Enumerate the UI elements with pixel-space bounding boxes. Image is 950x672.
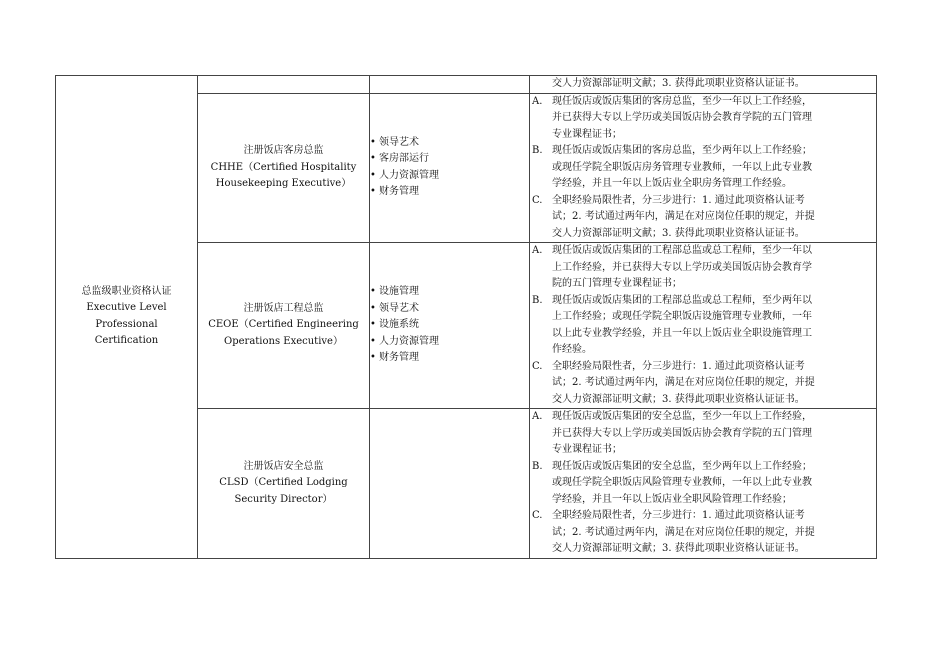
cert-title-zh: 注册饭店工程总监 (243, 302, 324, 314)
bullet-icon: • (370, 352, 376, 364)
cert-title-cell (198, 243, 370, 409)
empty-cell (370, 76, 530, 94)
cert-title-en: CEOE（Certified Engineering (208, 319, 359, 331)
courses-cell (370, 243, 530, 409)
course-list (370, 284, 529, 367)
requirement-marker: B. (532, 460, 543, 472)
list-item: • 财务管理 (370, 184, 529, 201)
cert-title-zh: 注册饭店客房总监 (243, 145, 324, 156)
requirement-marker: C. (532, 360, 543, 372)
requirement-item: A. 现任饭店或饭店集团的工程部总监或总工程师，至少一年以 上工作经验，并已获得大专以上学历或美国饭店协会教育学 院的五门管理专业课程证书； (532, 245, 812, 289)
requirement-item: C. 全职经验局限性者，分三步进行：1. 通过此项资格认证考 试；2. 考试通过两年内，满足在对应岗位任职的规定，并提 交人力资源部证明文献；3. 获得此项职业资格认证证书。 (532, 194, 815, 239)
bullet-icon: • (370, 153, 376, 165)
empty-cell (198, 76, 370, 94)
bullet-icon: • (370, 286, 376, 298)
certification-table (55, 75, 877, 559)
bullet-icon: • (370, 136, 376, 148)
requirement-marker: A. (532, 95, 543, 107)
requirements-cell (530, 93, 877, 243)
requirements-cell (530, 409, 877, 559)
cert-title-en: Operations Executive） (224, 335, 343, 347)
level-title-zh: 总监级职业资格认证 (81, 285, 172, 297)
requirement-marker: A. (532, 411, 543, 422)
requirement-item: B. 现任饭店或饭店集团的安全总监，至少两年以上工作经验； 或现任学院全职饭店风险管理专业教师，一年以上此专业教 学经验，并且一年以上饭店业全职风险管理工作经验； (532, 460, 812, 505)
requirement-item: C. 全职经验局限性者，分三步进行：1. 通过此项资格认证考 试；2. 考试通过两年内，满足在对应岗位任职的规定，并提 交人力资源部证明文献；3. 获得此项职业资格认证证书。 (532, 510, 815, 554)
cert-title-cell (198, 93, 370, 243)
bullet-icon: • (370, 319, 376, 331)
requirement-continued-line: 交人力资源部证明文献；3. 获得此项职业资格认证证书。 (552, 78, 805, 89)
requirements-cell (530, 243, 877, 409)
list-item: • 设施系统 (370, 317, 529, 334)
list-item: • 财务管理 (370, 350, 529, 367)
cert-title-en: Security Director） (234, 493, 333, 505)
requirement-item: A. 现任饭店或饭店集团的安全总监，至少一年以上工作经验， 并已获得大专以上学历或美国饭店协会教育学院的五门管理 专业课程证书； (532, 411, 812, 455)
courses-cell (370, 409, 530, 559)
requirement-marker: C. (532, 510, 543, 521)
requirement-continued-cell (530, 76, 877, 94)
requirement-marker: B. (532, 294, 543, 306)
level-title-en-1: Executive Level (86, 302, 167, 314)
list-item: • 设施管理 (370, 284, 529, 301)
cert-title-en: CLSD（Certified Lodging (219, 477, 348, 488)
requirement-item: B. 现任饭店或饭店集团的客房总监，至少两年以上工作经验； 或现任学院全职饭店房务管理专业教师，一年以上此专业教 学经验，并且一年以上饭店业全职房务管理工作经验。 (532, 145, 812, 189)
requirement-item: C. 全职经验局限性者，分三步进行：1. 通过此项资格认证考 试；2. 考试通过两年内，满足在对应岗位任职的规定，并提 交人力资源部证明文献；3. 获得此项职业资格认证证书。 (532, 360, 815, 405)
list-item: • 领导艺术 (370, 135, 529, 152)
requirement-marker: A. (532, 245, 543, 256)
courses-cell (370, 93, 530, 243)
level-cell (56, 76, 198, 559)
cert-title-zh: 注册饭店安全总监 (243, 460, 324, 472)
cert-title-en: CHHE（Certified Hospitality (210, 161, 357, 173)
level-title-en-3: Certification (94, 335, 159, 347)
bullet-icon: • (370, 186, 376, 198)
cert-title-cell (198, 409, 370, 559)
list-item: • 人力资源管理 (370, 334, 529, 351)
requirement-marker: C. (532, 194, 543, 206)
requirement-item: B. 现任饭店或饭店集团的工程部总监或总工程师，至少两年以 上工作经验；或现任学院全职饭店设施管理专业教师，一年 以上此专业教学经验，并且一年以上饭店业全职设施管理工 作经验。 (532, 294, 812, 355)
list-item: • 人力资源管理 (370, 168, 529, 185)
level-title-en-2: Professional (95, 318, 158, 330)
bullet-icon: • (370, 335, 376, 347)
list-item: • 客房部运行 (370, 151, 529, 168)
bullet-icon: • (370, 169, 376, 181)
cert-title-en: Housekeeping Executive） (215, 178, 352, 189)
requirement-item: A. 现任饭店或饭店集团的客房总监，至少一年以上工作经验， 并已获得大专以上学历或美国饭店协会教育学院的五门管理 专业课程证书； (532, 95, 812, 140)
table-row-continued (56, 76, 877, 94)
list-item: • 领导艺术 (370, 301, 529, 318)
course-list (370, 135, 529, 201)
bullet-icon: • (370, 302, 376, 314)
requirement-marker: B. (532, 145, 543, 156)
